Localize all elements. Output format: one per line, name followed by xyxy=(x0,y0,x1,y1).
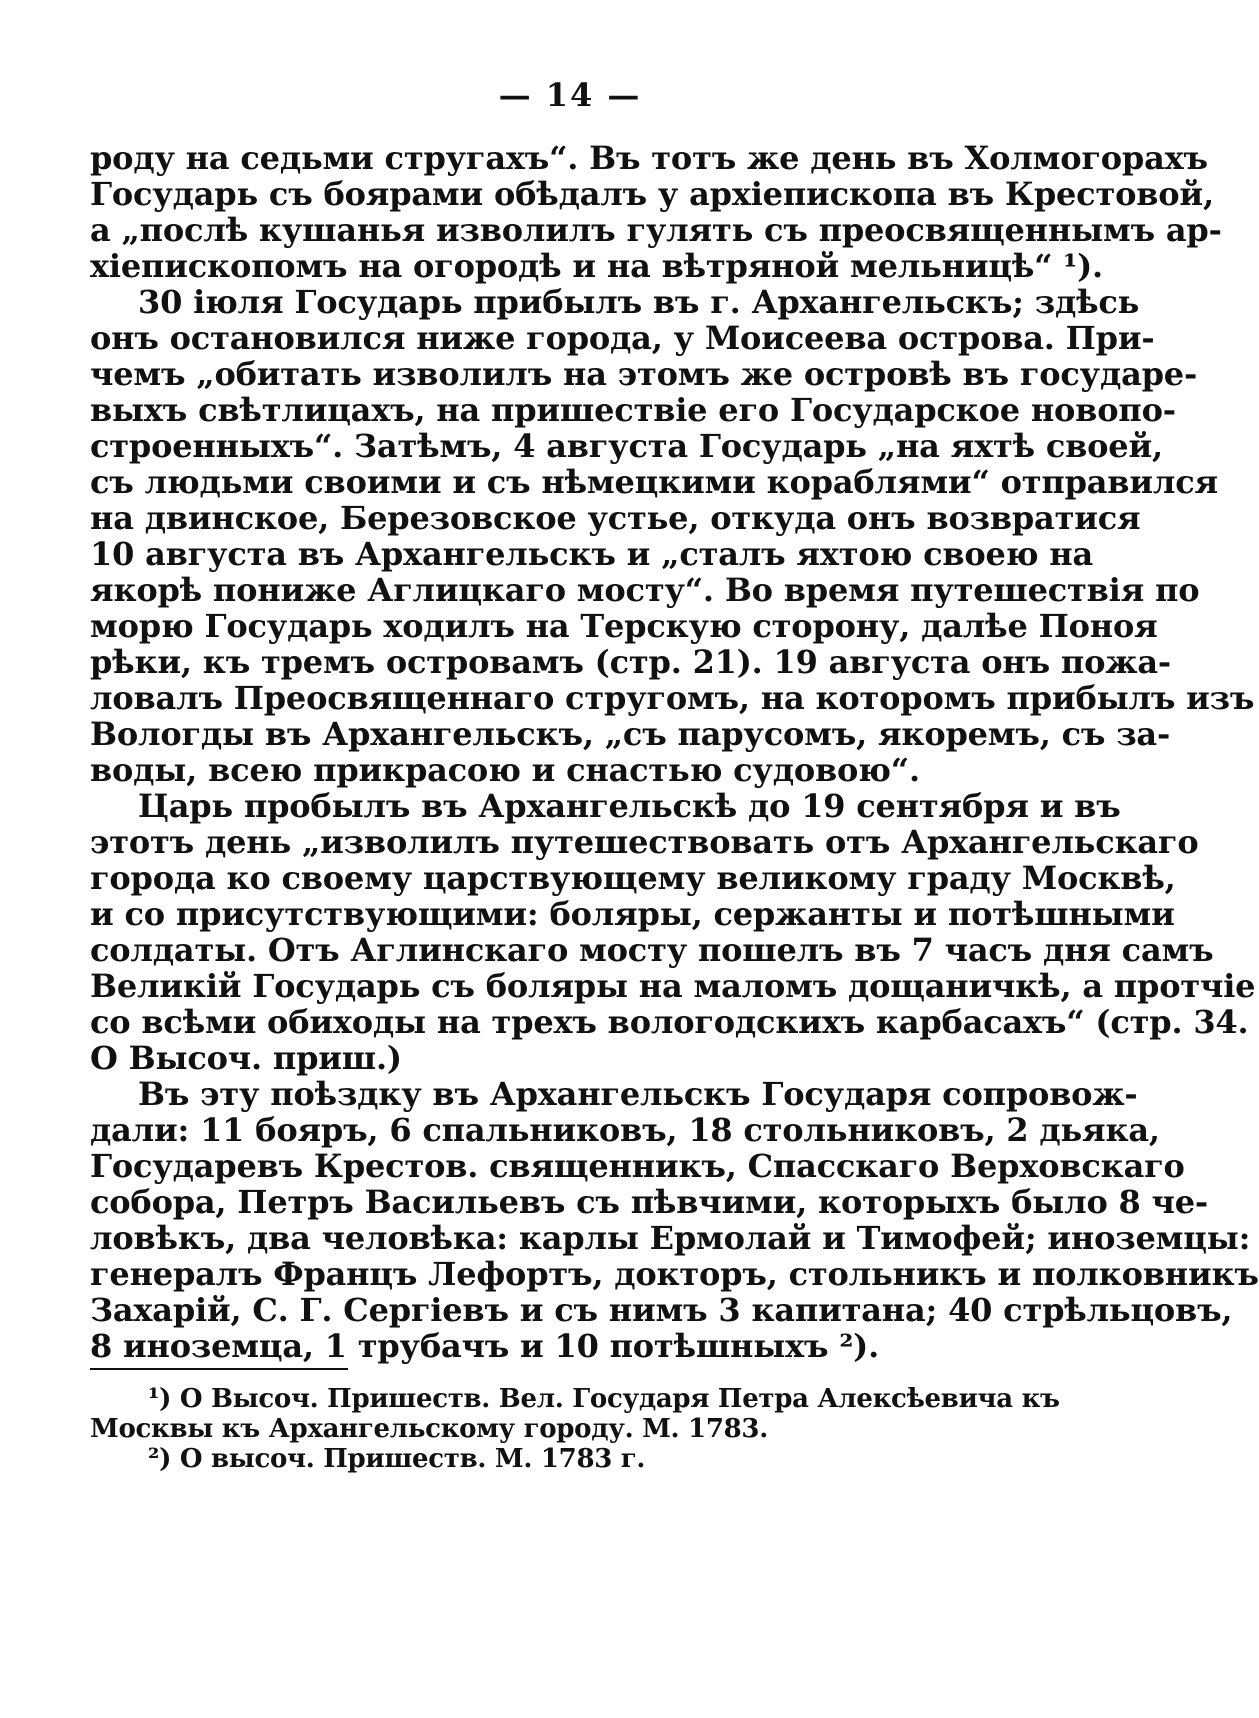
text-line: 8 иноземца, 1 трубачъ и 10 потѣшныхъ ²). xyxy=(90,1327,880,1365)
text-line: на двинское, Березовское устье, откуда онъ возвратися xyxy=(90,499,1141,537)
text-line: чемъ „обитать изволилъ на этомъ же островѣ въ государе- xyxy=(90,355,1198,393)
text-line: со всѣми обиходы на трехъ вологодскихъ карбасахъ“ (стр. 34. xyxy=(90,1003,1249,1041)
text-line: а „послѣ кушанья изволилъ гулять съ преосвященнымъ ар- xyxy=(90,211,1222,249)
footnote-line: ¹) О Высоч. Пришеств. Вел. Государя Петра Алексѣевича къ xyxy=(148,1384,1060,1414)
text-line: Государевъ Крестов. священникъ, Спасскаго Верховскаго xyxy=(90,1147,1185,1185)
text-line: Въ эту поѣздку въ Архангельскъ Государя сопровож- xyxy=(138,1075,1138,1113)
text-line: Великій Государь съ боляры на маломъ дощаничкѣ, а протчіе xyxy=(90,967,1256,1005)
text-line: 30 іюля Государь прибылъ въ г. Архангельскъ; здѣсь xyxy=(138,283,1140,321)
text-line: воды, всею прикрасою и снастью судовою“. xyxy=(90,751,920,789)
footnote-line: Москвы къ Архангельскому городу. М. 1783. xyxy=(90,1414,768,1444)
text-line: онъ остановился ниже города, у Моисеева острова. При- xyxy=(90,319,1155,357)
text-line: якорѣ пониже Аглицкаго мосту“. Во время путешествія по xyxy=(90,571,1200,609)
text-line: этотъ день „изволилъ путешествовать отъ Архангельскаго xyxy=(90,823,1199,861)
text-line: Захарій, С. Г. Сергіевъ и съ нимъ 3 капитана; 40 стрѣльцовъ, xyxy=(90,1291,1233,1329)
text-line: ловалъ Преосвященнаго стругомъ, на которомъ прибылъ изъ xyxy=(90,679,1255,717)
text-line: солдаты. Отъ Аглинскаго мосту пошелъ въ 7 часъ дня самъ xyxy=(90,931,1214,969)
text-line: дали: 11 бояръ, 6 спальниковъ, 18 стольниковъ, 2 дьяка, xyxy=(90,1111,1160,1149)
text-line: Царь пробылъ въ Архангельскѣ до 19 сентября и въ xyxy=(138,787,1121,825)
text-line: ловѣкъ, два человѣка: карлы Ермолай и Тимофей; иноземцы: xyxy=(90,1219,1251,1257)
text-line: О Высоч. приш.) xyxy=(90,1039,402,1077)
text-line: Государь съ боярами обѣдалъ у архіепископа въ Крестовой, xyxy=(90,175,1214,213)
text-line: и со присутствующими: боляры, сержанты и потѣшными xyxy=(90,895,1175,933)
text-line: роду на седьми стругахъ“. Въ тотъ же день въ Холмогорахъ xyxy=(90,139,1208,177)
text-line: генералъ Францъ Лефортъ, докторъ, стольникъ и полковникъ xyxy=(90,1255,1259,1293)
text-line: хіепископомъ на огородѣ и на вѣтряной мельницѣ“ ¹). xyxy=(90,247,1103,285)
text-line: 10 августа въ Архангельскъ и „сталъ яхтою своею на xyxy=(90,535,1094,573)
text-line: съ людьми своими и съ нѣмецкими кораблями“ отправился xyxy=(90,463,1218,501)
text-line: строенныхъ“. Затѣмъ, 4 августа Государь „на яхтѣ своей, xyxy=(90,427,1163,465)
text-line: морю Государь ходилъ на Терскую сторону, далѣе Поноя xyxy=(90,607,1158,645)
text-line: Вологды въ Архангельскъ, „съ парусомъ, якоремъ, съ за- xyxy=(90,715,1171,753)
footnote-divider xyxy=(90,1368,348,1370)
main-text xyxy=(90,139,1259,1365)
text-line: выхъ свѣтлицахъ, на пришествіе его Государское новопо- xyxy=(90,391,1176,429)
footnote-line: ²) О высоч. Пришеств. М. 1783 г. xyxy=(148,1444,646,1474)
page-number: — 14 — xyxy=(498,76,642,114)
text-line: рѣки, къ тремъ островамъ (стр. 21). 19 августа онъ пожа- xyxy=(90,643,1172,681)
text-line: собора, Петръ Васильевъ съ пѣвчими, которыхъ было 8 че- xyxy=(90,1183,1209,1221)
footnotes xyxy=(90,1384,1060,1474)
text-line: города ко своему царствующему великому граду Москвѣ, xyxy=(90,859,1176,897)
